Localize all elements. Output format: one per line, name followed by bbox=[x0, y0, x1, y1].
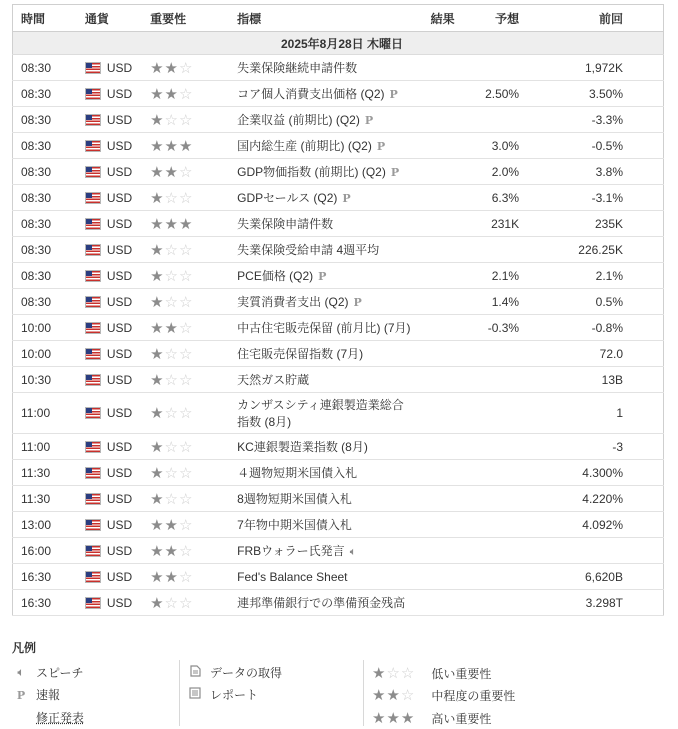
event-previous: 4.300% bbox=[527, 460, 663, 486]
event-actual bbox=[423, 289, 461, 315]
event-actual bbox=[423, 460, 461, 486]
event-previous: 4.092% bbox=[527, 512, 663, 538]
event-forecast bbox=[461, 393, 527, 434]
event-currency-cell bbox=[77, 185, 142, 211]
event-indicator[interactable]: GDPセールス (Q2) bbox=[237, 191, 338, 205]
us-flag-icon bbox=[85, 244, 101, 256]
event-currency-cell bbox=[77, 393, 142, 434]
event-previous: 2.1% bbox=[527, 263, 663, 289]
event-previous: 1,972K bbox=[527, 55, 663, 81]
event-currency-cell bbox=[77, 237, 142, 263]
event-row[interactable] bbox=[13, 133, 664, 159]
event-indicator-cell[interactable] bbox=[229, 486, 422, 512]
event-row[interactable] bbox=[13, 512, 664, 538]
event-actual bbox=[423, 486, 461, 512]
event-actual bbox=[423, 81, 461, 107]
event-indicator[interactable]: PCE価格 (Q2) bbox=[237, 269, 314, 283]
event-previous: -3 bbox=[527, 434, 663, 460]
event-indicator-cell[interactable] bbox=[229, 341, 422, 367]
legend-speech bbox=[12, 664, 84, 681]
star-icon: ★★★ bbox=[150, 137, 194, 155]
event-forecast: 1.4% bbox=[461, 289, 527, 315]
col-previous-header: 前回 bbox=[527, 5, 663, 32]
event-row[interactable] bbox=[13, 263, 664, 289]
us-flag-icon bbox=[85, 270, 101, 282]
event-importance bbox=[142, 289, 229, 315]
star-icon: ★☆☆ bbox=[150, 293, 194, 311]
event-indicator-cell[interactable] bbox=[229, 81, 422, 107]
event-indicator-cell[interactable] bbox=[229, 564, 422, 590]
event-forecast bbox=[461, 512, 527, 538]
event-time: 11:30 bbox=[13, 486, 77, 512]
star-icon: ★☆☆ bbox=[150, 345, 194, 363]
legend-divider-1 bbox=[179, 660, 180, 726]
event-time: 10:30 bbox=[13, 367, 77, 393]
event-indicator[interactable]: 中古住宅販売保留 (前月比) (7月) bbox=[237, 321, 411, 335]
event-row[interactable] bbox=[13, 55, 664, 81]
star-icon: ★☆☆ bbox=[150, 490, 194, 508]
event-time: 11:30 bbox=[13, 460, 77, 486]
event-indicator[interactable]: ４週物短期米国債入札 bbox=[237, 466, 358, 480]
event-indicator-cell[interactable] bbox=[229, 590, 422, 616]
event-previous: 0.5% bbox=[527, 289, 663, 315]
legend-prelim-label: 速報 bbox=[36, 688, 61, 702]
event-currency-cell bbox=[77, 564, 142, 590]
us-flag-icon bbox=[85, 519, 101, 531]
event-indicator-cell[interactable] bbox=[229, 263, 422, 289]
event-importance bbox=[142, 538, 229, 564]
event-indicator[interactable]: コア個人消費支出価格 (Q2) bbox=[237, 87, 385, 101]
event-forecast: -0.3% bbox=[461, 315, 527, 341]
event-indicator[interactable]: 天然ガス貯蔵 bbox=[237, 373, 310, 387]
star-icon: ★★☆ bbox=[150, 59, 194, 77]
event-currency: USD bbox=[106, 517, 133, 532]
event-indicator-cell[interactable] bbox=[229, 434, 422, 460]
event-actual bbox=[423, 393, 461, 434]
event-previous: 3.50% bbox=[527, 81, 663, 107]
event-forecast bbox=[461, 55, 527, 81]
us-flag-icon bbox=[85, 62, 101, 74]
event-actual bbox=[423, 538, 461, 564]
event-time: 10:00 bbox=[13, 315, 77, 341]
legend-mid-label: 中程度の重要性 bbox=[431, 688, 516, 703]
event-previous: 226.25K bbox=[527, 237, 663, 263]
star-icon: ★☆☆ bbox=[150, 189, 194, 207]
legend-title: 凡例 bbox=[12, 641, 37, 655]
event-importance bbox=[142, 434, 229, 460]
event-forecast: 2.50% bbox=[461, 81, 527, 107]
event-forecast bbox=[461, 107, 527, 133]
event-currency-cell bbox=[77, 289, 142, 315]
event-actual bbox=[423, 55, 461, 81]
event-currency: USD bbox=[106, 60, 133, 75]
event-importance bbox=[142, 133, 229, 159]
event-previous: 3.298T bbox=[527, 590, 663, 616]
speaker-icon: 🔈︎ bbox=[17, 665, 25, 679]
event-previous: -3.1% bbox=[527, 185, 663, 211]
event-row[interactable] bbox=[13, 185, 664, 211]
event-row[interactable] bbox=[13, 211, 664, 237]
report-icon bbox=[186, 687, 204, 702]
us-flag-icon bbox=[85, 140, 101, 152]
event-time: 08:30 bbox=[13, 263, 77, 289]
p-icon: P bbox=[16, 688, 26, 702]
star-icon: ★☆☆ bbox=[150, 371, 194, 389]
event-currency-cell bbox=[77, 367, 142, 393]
event-currency: USD bbox=[106, 86, 133, 101]
event-row[interactable] bbox=[13, 590, 664, 616]
event-actual bbox=[423, 185, 461, 211]
us-flag-icon bbox=[85, 296, 101, 308]
event-importance bbox=[142, 590, 229, 616]
p-icon: P bbox=[364, 114, 374, 127]
us-flag-icon bbox=[85, 407, 101, 419]
event-previous: 235K bbox=[527, 211, 663, 237]
event-time: 08:30 bbox=[13, 55, 77, 81]
p-icon: P bbox=[390, 166, 400, 179]
event-row[interactable] bbox=[13, 460, 664, 486]
event-time: 08:30 bbox=[13, 237, 77, 263]
event-forecast bbox=[461, 237, 527, 263]
event-time: 08:30 bbox=[13, 185, 77, 211]
event-indicator[interactable]: 8週物短期米国債入札 bbox=[237, 492, 352, 506]
legend-high bbox=[372, 709, 491, 727]
star-icon: ★☆☆ bbox=[372, 665, 416, 682]
p-icon: P bbox=[342, 192, 351, 205]
legend-revised bbox=[12, 709, 84, 726]
event-indicator-cell[interactable] bbox=[229, 538, 422, 564]
us-flag-icon bbox=[85, 114, 101, 126]
star-icon: ★★★ bbox=[150, 215, 194, 233]
legend-low-label: 低い重要性 bbox=[431, 666, 492, 681]
event-time: 08:30 bbox=[13, 289, 77, 315]
event-forecast: 2.0% bbox=[461, 159, 527, 185]
event-actual bbox=[423, 564, 461, 590]
event-importance bbox=[142, 107, 229, 133]
event-forecast bbox=[461, 341, 527, 367]
event-actual bbox=[423, 434, 461, 460]
legend-high-label: 高い重要性 bbox=[431, 711, 492, 726]
event-actual bbox=[423, 341, 461, 367]
star-icon: ★★☆ bbox=[150, 319, 194, 337]
event-time: 08:30 bbox=[13, 107, 77, 133]
event-time: 08:30 bbox=[13, 211, 77, 237]
event-row[interactable] bbox=[13, 367, 664, 393]
us-flag-icon bbox=[85, 597, 101, 609]
event-previous: 6,620B bbox=[527, 564, 663, 590]
event-importance bbox=[142, 237, 229, 263]
event-time: 16:00 bbox=[13, 538, 77, 564]
legend-report bbox=[186, 686, 258, 703]
event-row[interactable] bbox=[13, 107, 664, 133]
event-time: 08:30 bbox=[13, 81, 77, 107]
event-indicator[interactable]: GDP物価指数 (前期比) (Q2) bbox=[237, 165, 386, 179]
event-row[interactable] bbox=[13, 564, 664, 590]
legend-prelim bbox=[12, 686, 60, 703]
event-currency-cell bbox=[77, 486, 142, 512]
event-indicator[interactable]: カンザスシティ連銀製造業総合 指数 (8月) bbox=[237, 398, 404, 429]
event-forecast bbox=[461, 367, 527, 393]
event-currency: USD bbox=[106, 164, 133, 179]
us-flag-icon bbox=[85, 322, 101, 334]
event-row[interactable] bbox=[13, 81, 664, 107]
us-flag-icon bbox=[85, 348, 101, 360]
p-icon: P bbox=[389, 88, 398, 101]
event-currency: USD bbox=[106, 372, 133, 387]
event-currency: USD bbox=[106, 242, 133, 257]
event-row[interactable] bbox=[13, 289, 664, 315]
event-forecast: 6.3% bbox=[461, 185, 527, 211]
us-flag-icon bbox=[85, 374, 101, 386]
star-icon: ★☆☆ bbox=[150, 111, 194, 129]
event-actual bbox=[423, 512, 461, 538]
event-currency-cell bbox=[77, 133, 142, 159]
star-icon: ★★★ bbox=[372, 710, 416, 727]
event-time: 10:00 bbox=[13, 341, 77, 367]
event-time: 11:00 bbox=[13, 434, 77, 460]
event-indicator-cell[interactable] bbox=[229, 237, 422, 263]
event-indicator[interactable]: KC連銀製造業指数 (8月) bbox=[237, 440, 368, 454]
col-indicator-header: 指標 bbox=[229, 5, 422, 32]
event-time: 16:30 bbox=[13, 590, 77, 616]
event-currency-cell bbox=[77, 460, 142, 486]
event-indicator-cell[interactable] bbox=[229, 460, 422, 486]
event-currency-cell bbox=[77, 590, 142, 616]
event-indicator-cell[interactable] bbox=[229, 107, 422, 133]
event-forecast bbox=[461, 590, 527, 616]
legend-data-fetch-label: データの取得 bbox=[210, 666, 283, 680]
event-forecast bbox=[461, 564, 527, 590]
event-importance bbox=[142, 460, 229, 486]
event-currency: USD bbox=[106, 346, 133, 361]
event-currency: USD bbox=[106, 112, 133, 127]
event-currency-cell bbox=[77, 434, 142, 460]
event-time: 11:00 bbox=[13, 393, 77, 434]
star-icon: ★★☆ bbox=[150, 568, 194, 586]
event-currency: USD bbox=[106, 190, 133, 205]
event-forecast bbox=[461, 434, 527, 460]
event-actual bbox=[423, 107, 461, 133]
event-currency: USD bbox=[106, 569, 133, 584]
event-indicator[interactable]: 企業収益 (前期比) (Q2) bbox=[237, 113, 360, 127]
us-flag-icon bbox=[85, 88, 101, 100]
event-indicator-cell[interactable] bbox=[229, 289, 422, 315]
p-icon: P bbox=[376, 140, 386, 153]
event-row[interactable] bbox=[13, 315, 664, 341]
event-indicator-cell[interactable] bbox=[229, 211, 422, 237]
event-indicator[interactable]: FRBウォラー氏発言 bbox=[237, 544, 345, 558]
us-flag-icon bbox=[85, 545, 101, 557]
legend-data-fetch bbox=[186, 664, 282, 681]
event-importance bbox=[142, 341, 229, 367]
event-currency-cell bbox=[77, 315, 142, 341]
event-importance bbox=[142, 512, 229, 538]
event-importance bbox=[142, 185, 229, 211]
economic-calendar-table bbox=[12, 4, 664, 616]
event-currency: USD bbox=[106, 439, 133, 454]
speaker-icon: 🔈︎ bbox=[349, 546, 357, 558]
p-icon: P bbox=[353, 296, 362, 309]
star-icon: ★☆☆ bbox=[150, 464, 194, 482]
event-indicator[interactable]: 実質消費者支出 (Q2) bbox=[237, 295, 349, 309]
col-actual-header: 結果 bbox=[423, 5, 461, 32]
event-currency-cell bbox=[77, 263, 142, 289]
event-actual bbox=[423, 159, 461, 185]
event-actual bbox=[423, 237, 461, 263]
star-icon: ★☆☆ bbox=[150, 241, 194, 259]
us-flag-icon bbox=[85, 218, 101, 230]
star-icon: ★★☆ bbox=[150, 85, 194, 103]
event-indicator-cell[interactable] bbox=[229, 393, 422, 434]
event-row[interactable] bbox=[13, 393, 664, 434]
event-forecast bbox=[461, 460, 527, 486]
event-indicator[interactable]: 失業保険継続申請件数 bbox=[237, 61, 358, 75]
event-forecast: 3.0% bbox=[461, 133, 527, 159]
event-actual bbox=[423, 263, 461, 289]
star-icon: ★★☆ bbox=[372, 687, 416, 704]
event-indicator[interactable]: 失業保険申請件数 bbox=[237, 217, 334, 231]
legend-report-label: レポート bbox=[210, 688, 259, 702]
event-time: 08:30 bbox=[13, 133, 77, 159]
us-flag-icon bbox=[85, 571, 101, 583]
event-actual bbox=[423, 133, 461, 159]
event-forecast: 231K bbox=[461, 211, 527, 237]
event-currency: USD bbox=[106, 320, 133, 335]
header-row bbox=[13, 5, 664, 32]
event-actual bbox=[423, 315, 461, 341]
date-label: 2025年8月28日 木曜日 bbox=[13, 32, 664, 55]
event-currency-cell bbox=[77, 341, 142, 367]
event-currency: USD bbox=[106, 294, 133, 309]
event-previous: 72.0 bbox=[527, 341, 663, 367]
legend-revised-label: 修正発表 bbox=[36, 711, 85, 725]
star-icon: ★★☆ bbox=[150, 516, 194, 534]
legend-speech-label: スピーチ bbox=[36, 666, 84, 680]
event-currency: USD bbox=[106, 543, 133, 558]
event-indicator-cell[interactable] bbox=[229, 367, 422, 393]
event-currency: USD bbox=[106, 595, 133, 610]
event-indicator[interactable]: Fed's Balance Sheet bbox=[237, 569, 348, 584]
col-currency-header: 通貨 bbox=[77, 5, 142, 32]
event-forecast: 2.1% bbox=[461, 263, 527, 289]
event-currency-cell bbox=[77, 55, 142, 81]
event-row[interactable] bbox=[13, 159, 664, 185]
legend-low bbox=[372, 664, 491, 682]
us-flag-icon bbox=[85, 467, 101, 479]
event-previous: -0.8% bbox=[527, 315, 663, 341]
event-currency: USD bbox=[106, 138, 133, 153]
event-currency: USD bbox=[106, 465, 133, 480]
event-indicator[interactable]: 住宅販売保留指数 (7月) bbox=[237, 347, 364, 361]
event-previous bbox=[527, 538, 663, 564]
col-forecast-header: 予想 bbox=[461, 5, 527, 32]
event-time: 16:30 bbox=[13, 564, 77, 590]
legend-divider-2 bbox=[363, 660, 364, 726]
event-previous: 13B bbox=[527, 367, 663, 393]
event-row[interactable] bbox=[13, 538, 664, 564]
event-currency: USD bbox=[106, 491, 133, 506]
event-indicator-cell[interactable] bbox=[229, 133, 422, 159]
event-row[interactable] bbox=[13, 486, 664, 512]
star-icon: ★★☆ bbox=[150, 542, 194, 560]
event-importance bbox=[142, 393, 229, 434]
event-importance bbox=[142, 486, 229, 512]
col-importance-header: 重要性 bbox=[142, 5, 229, 32]
event-row[interactable] bbox=[13, 341, 664, 367]
event-previous: 4.220% bbox=[527, 486, 663, 512]
event-actual bbox=[423, 367, 461, 393]
date-row bbox=[13, 32, 664, 55]
event-importance bbox=[142, 81, 229, 107]
event-indicator[interactable]: 国内総生産 (前期比) (Q2) bbox=[237, 139, 372, 153]
event-currency: USD bbox=[106, 216, 133, 231]
event-currency-cell bbox=[77, 538, 142, 564]
star-icon: ★☆☆ bbox=[150, 438, 194, 456]
star-icon: ★☆☆ bbox=[150, 594, 194, 612]
event-importance bbox=[142, 315, 229, 341]
event-currency-cell bbox=[77, 107, 142, 133]
event-indicator-cell[interactable] bbox=[229, 55, 422, 81]
event-time: 13:00 bbox=[13, 512, 77, 538]
event-currency: USD bbox=[106, 406, 133, 420]
event-importance bbox=[142, 263, 229, 289]
star-icon: ★☆☆ bbox=[150, 267, 194, 285]
event-row[interactable] bbox=[13, 434, 664, 460]
us-flag-icon bbox=[85, 166, 101, 178]
document-icon bbox=[186, 665, 204, 680]
event-currency-cell bbox=[77, 81, 142, 107]
event-previous: -3.3% bbox=[527, 107, 663, 133]
event-indicator-cell[interactable] bbox=[229, 512, 422, 538]
event-actual bbox=[423, 590, 461, 616]
event-currency: USD bbox=[106, 268, 133, 283]
event-importance bbox=[142, 211, 229, 237]
legend-mid bbox=[372, 686, 515, 704]
us-flag-icon bbox=[85, 493, 101, 505]
event-indicator[interactable]: 連邦準備銀行での準備預金残高 bbox=[237, 596, 406, 610]
star-icon: ★★☆ bbox=[150, 163, 194, 181]
event-currency-cell bbox=[77, 159, 142, 185]
event-previous: 3.8% bbox=[527, 159, 663, 185]
event-time: 08:30 bbox=[13, 159, 77, 185]
event-previous: 1 bbox=[527, 393, 663, 434]
event-importance bbox=[142, 564, 229, 590]
star-icon: ★☆☆ bbox=[150, 405, 194, 422]
event-importance bbox=[142, 367, 229, 393]
event-indicator-cell[interactable] bbox=[229, 185, 422, 211]
event-currency-cell bbox=[77, 211, 142, 237]
event-row[interactable] bbox=[13, 237, 664, 263]
event-previous: -0.5% bbox=[527, 133, 663, 159]
us-flag-icon bbox=[85, 192, 101, 204]
col-time-header: 時間 bbox=[13, 5, 77, 32]
event-currency-cell bbox=[77, 512, 142, 538]
event-forecast bbox=[461, 486, 527, 512]
event-actual bbox=[423, 211, 461, 237]
event-importance bbox=[142, 55, 229, 81]
event-forecast bbox=[461, 538, 527, 564]
event-indicator-cell[interactable] bbox=[229, 315, 422, 341]
us-flag-icon bbox=[85, 441, 101, 453]
event-importance bbox=[142, 159, 229, 185]
event-indicator[interactable]: 失業保険受給申請 4週平均 bbox=[237, 243, 380, 257]
event-indicator-cell[interactable] bbox=[229, 159, 422, 185]
p-icon: P bbox=[318, 270, 327, 283]
event-indicator[interactable]: 7年物中期米国債入札 bbox=[237, 518, 352, 532]
